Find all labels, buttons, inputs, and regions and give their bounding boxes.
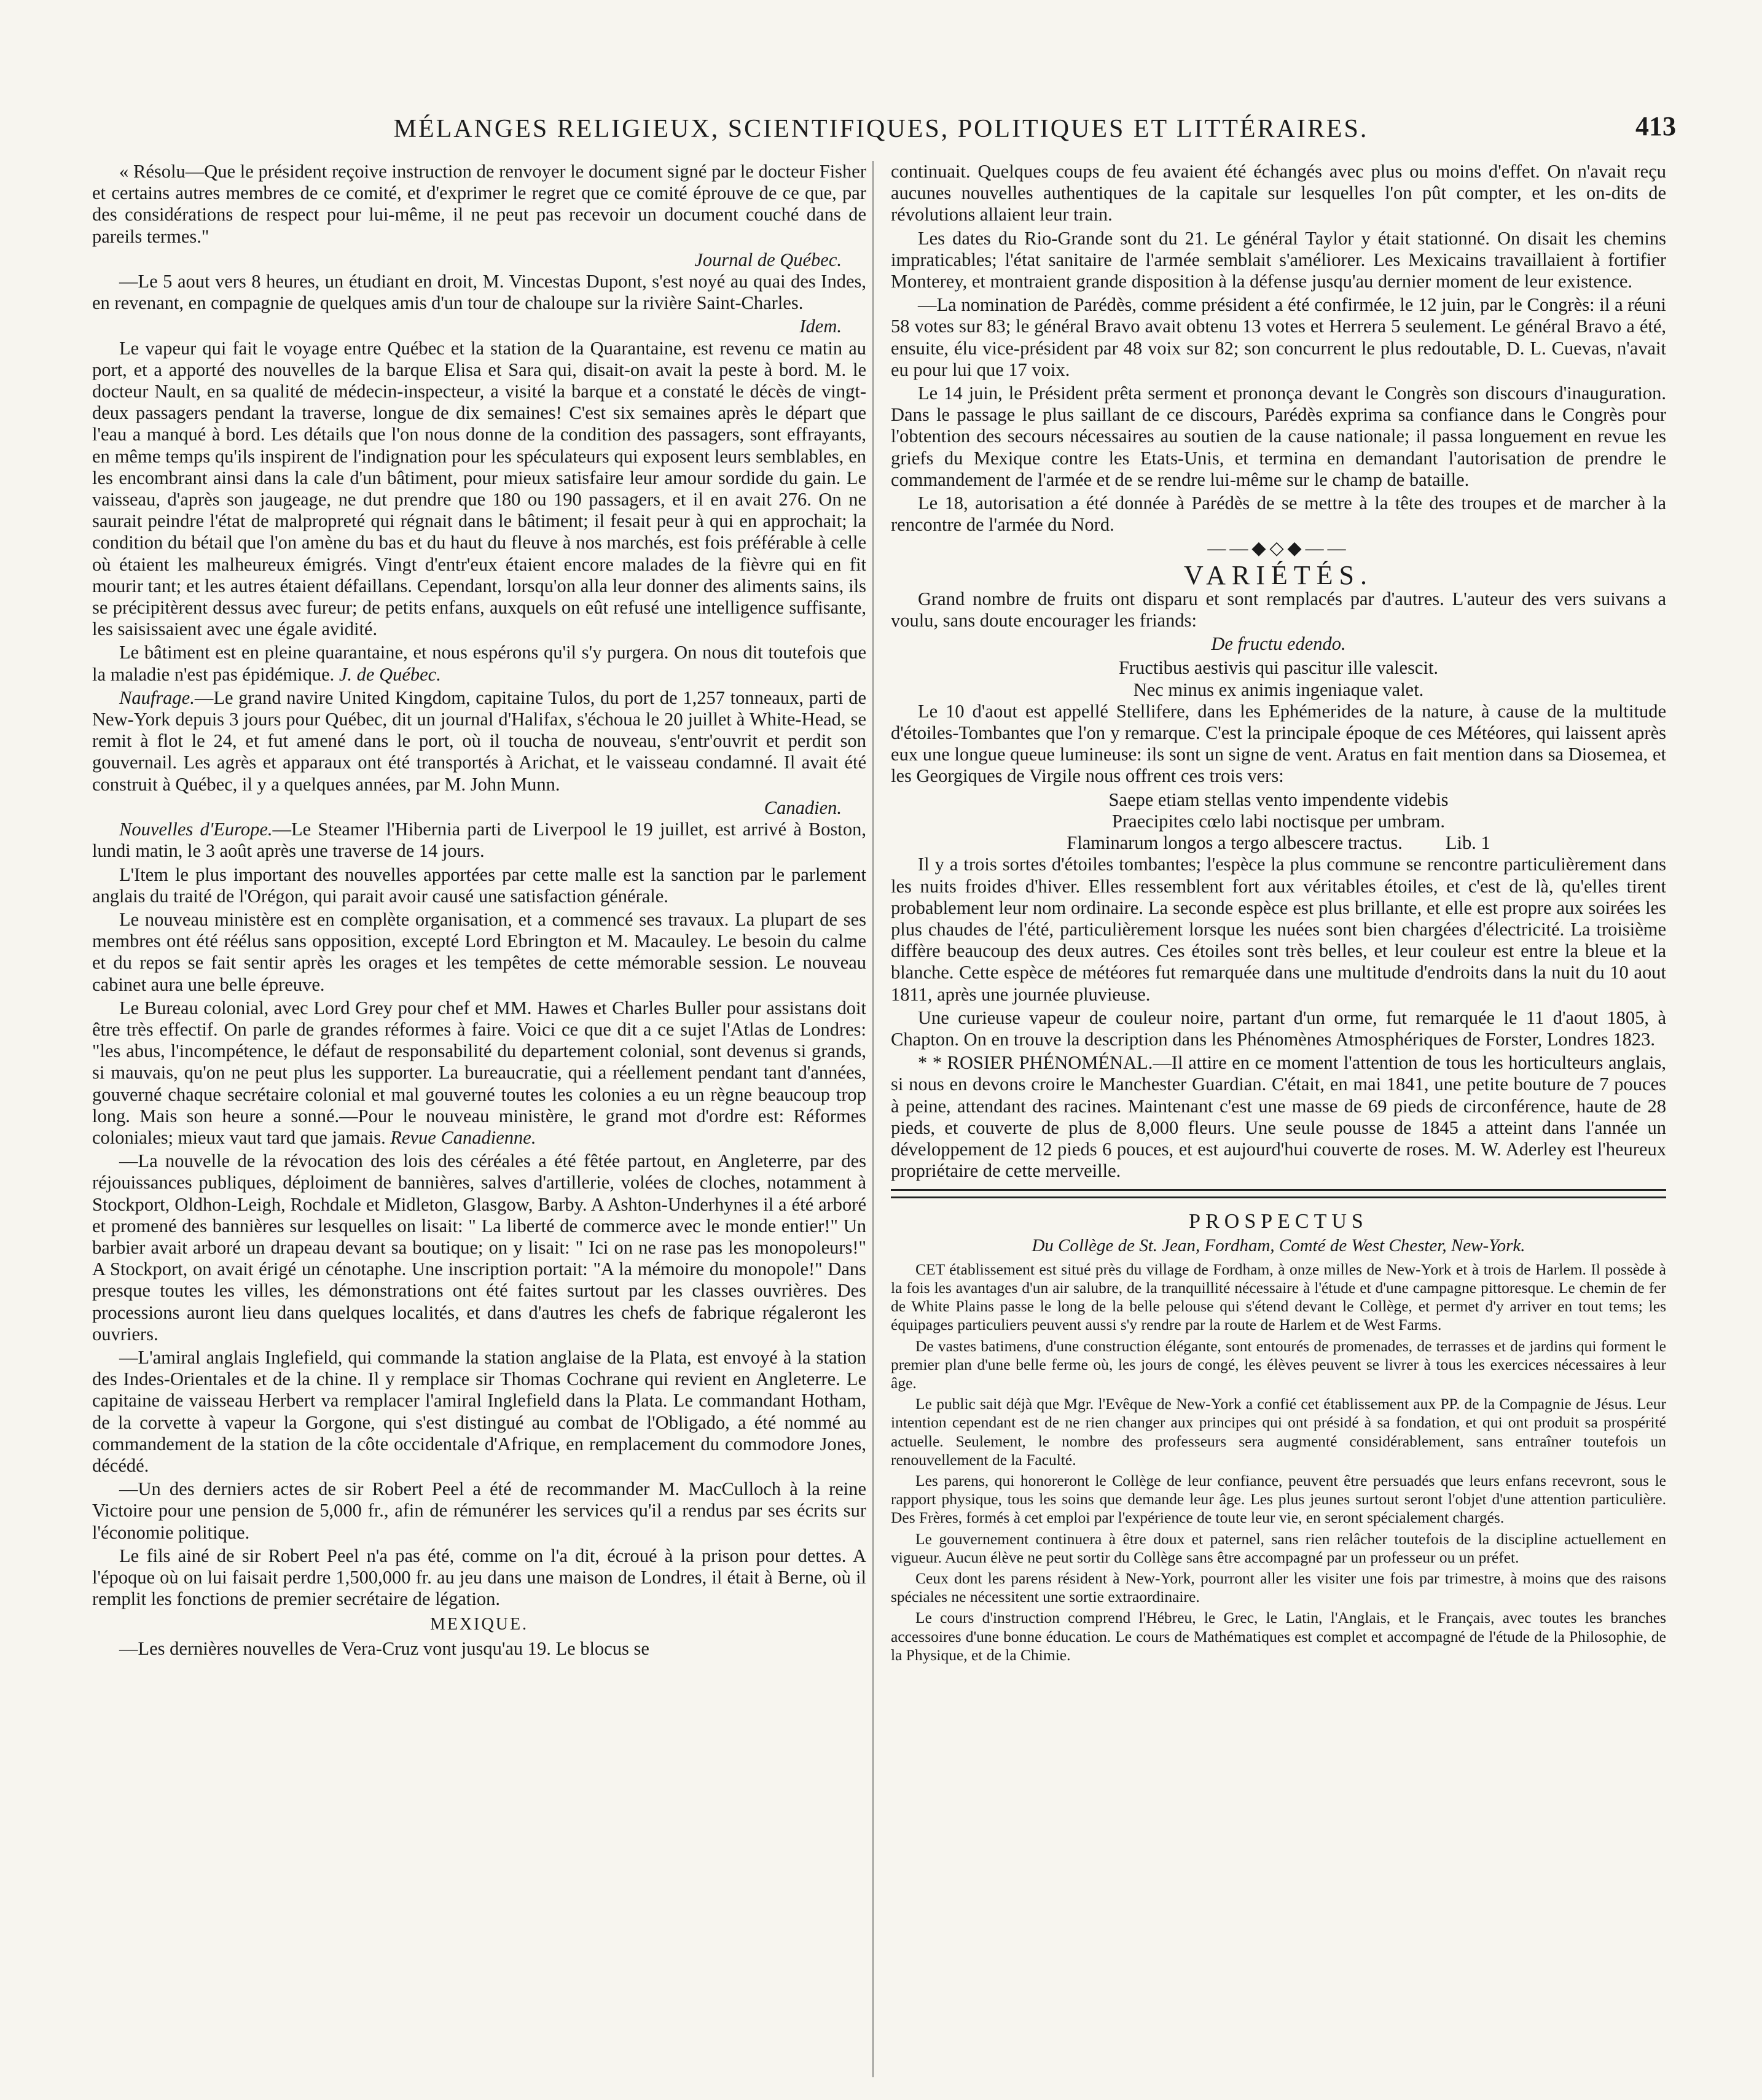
verse-line: Fructibus aestivis qui pascitur ille valescit. [1118, 657, 1439, 679]
prospectus-paragraph: Le cours d'instruction comprend l'Hébreu, le Grec, le Latin, l'Anglais, et le Français, avec toutes les branches accessoires d'une bonne éducation. Le cours de Mathématiques est complet et accompagné de l'étude de la Philosophie, de la Physique, et de la Chimie. [891, 1609, 1666, 1664]
prospectus-section [891, 1211, 1666, 1665]
news-paragraph-army: Le 18, autorisation a été donnée à Parédès de se mettre à la tête des troupes et de marcher à la rencontre de l'armée du Nord. [891, 493, 1666, 536]
news-paragraph-oregon: L'Item le plus important des nouvelles apportées par cette malle est la sanction par le parlement anglais du traité de l'Orégon, qui parait avoir causé une satisfaction générale. [92, 864, 866, 907]
paragraph-text: —Il attire en ce moment l'attention de tous les horticulteurs anglais, si nous en devons croire le Manchester Guardian. C'était, en mai 1841, une petite bouture de 7 pouces à peine, attendant des racines. Maintenant c'est une masse de 69 pieds de circonférence, haute de 28 pieds, et couverte de plus de 8,000 fleurs. Une seule pousse de 1845 a atteint dans l'année un développement de 12 pieds 6 pouces, et est aujourd'hui couverte de roses. M. W. Aderley est l'heureux propriétaire de cette merveille. [891, 1052, 1666, 1182]
source-credit: J. de Québec. [339, 663, 441, 685]
section-heading-mexique: MEXIQUE. [429, 1615, 529, 1634]
prospectus-paragraph: De vastes batimens, d'une construction élégante, sont entourés de promenades, de terrasses et de jardins qui forment le premier plan d'une belle ferme où, les jours de congé, les élèves peuvent se livrer à tous les exercices nécessaires à leur âge. [891, 1337, 1666, 1392]
verse-line: Nec minus ex animis ingeniaque valet. [1133, 679, 1424, 700]
news-paragraph-corn-laws: —La nouvelle de la révocation des lois des céréales a été fêtée partout, en Angleterre, par des réjouissances publiques, déploiment de bannières, salves d'artillerie, volées de cloches, notamment à Stockport, Oldhon-Leigh, Rochdale et Midleton, Glasgow, Barby. A Ashton-Underhynes il a été arboré et promené des bannières sur lesquelles on lisait: " La liberté de commerce avec le monde entier!" Un barbier avait arboré un drapeau devant sa boutique; on y lisait: " Ici on ne rase pas les monopoleurs!" A Stockport, on avait érigé un cénotaphe. Une inscription portait: "A la mémoire du monopole!" Dans presque toutes les villes, les démonstrations ont été faites surtout par les classes ouvrières. Des processions auront lieu dans quelques localités, et dans d'autres les chefs de fabrique régaleront les ouvriers. [92, 1150, 866, 1345]
news-paragraph-peel-pension: —Un des derniers actes de sir Robert Peel a été de recommander M. MacCulloch à la reine Victoire pour une pension de 5,000 fr., afin de rémunérer les services qu'il a rendus par ses écrits sur l'économie politique. [92, 1478, 866, 1543]
varietes-intro: Grand nombre de fruits ont disparu et sont remplacés par d'autres. L'auteur des vers suivans a voulu, sans doute encourager les friands: [891, 588, 1666, 631]
news-paragraph-shipwreck [92, 687, 866, 795]
section-rule [891, 1189, 1666, 1198]
news-paragraph-paredes-nomination: —La nomination de Parédès, comme président a été confirmée, le 12 juin, par le Congrès: il a réuni 58 votes sur 83; le général Bravo avait obtenu 13 votes et Herrera 5 seulement. Le général Bravo a été, ensuite, élu vice-président par 48 voix sur 82; son concurrent le plus redoutable, D. L. Cuevas, n'avait eu pour lui que 17 voix. [891, 294, 1666, 380]
right-column [891, 161, 1666, 1667]
news-paragraph-shooting-stars: Le 10 d'aout est appellé Stellifere, dans les Ephémerides de la nature, à cause de la multitude d'étoiles-Tombantes que l'on y remarque. C'est la principale époque de ces Météores, qui laissent après eux une longue queue lumineuse: ils sont un signe de vent. Aratus en fait mention dans sa Diosemea, et les Georgiques de Virgile nous offrent ces trois vers: [891, 700, 1666, 787]
news-paragraph-europe [92, 819, 866, 862]
prospectus-paragraph: Les parens, qui honoreront le Collège de leur confiance, peuvent être persuadés que leurs enfans recevront, sous le rapport physique, tous les soins que demande leur âge. Les plus jeunes surtout seront l'objet d'une attention particulière. Des Frères, formés à cet emploi par l'expérience de toute leur vie, en seront spécialement chargés. [891, 1471, 1666, 1527]
section-heading-varietes: VARIÉTÉS. [1184, 560, 1373, 590]
prospectus-paragraph: Le gouvernement continuera à être doux et paternel, sans rien relâcher toutefois de la discipline actuellement en vigueur. Aucun élève ne peut sortir du Collège sans être accompagné par un professeur ou un préfet. [891, 1529, 1666, 1566]
news-paragraph-peel-son: Le fils ainé de sir Robert Peel n'a pas été, comme on l'a dit, écroué à la prison pour dettes. A l'époque où on lui faisait perdre 1,500,000 fr. au jeu dans une maison de Londres, il était à Berne, où il remplit les fonctions de premier secrétaire de légation. [92, 1545, 866, 1610]
news-paragraph-blockade: continuait. Quelques coups de feu avaient été échangés avec plus ou moins d'effet. On n'avait reçu aucunes nouvelles authentiques de la capitale sur lesquelles l'on pût compter, et les on-dits de révolutions allaient leur train. [891, 161, 1666, 225]
news-paragraph-vapour: Une curieuse vapeur de couleur noire, partant d'un orme, fut remarquée le 11 d'aout 1805, à Chapton. On en trouve la description dans les Phénomènes Atmosphériques de Forster, Londres 1823. [891, 1007, 1666, 1050]
news-paragraph-rio-grande: Les dates du Rio-Grande sont du 21. Le général Taylor y était stationné. On disait les chemins impraticables; l'état sanitaire de l'armée semblait s'améliorer. Les Mexicains travaillaient à fortifier Monterey, et montraient grande disposition à la défense jusqu'au dernier moment de leur existence. [891, 227, 1666, 292]
paragraph-text: —Le grand navire United Kingdom, capitaine Tulos, du port de 1,257 tonneaux, parti de New-York depuis 3 jours pour Québec, dit un journal d'Halifax, s'échoua le 20 juillet à White-Head, se remit à flot le 24, et fut amené dans le port, où il toucha de nouveau, s'entr'ouvrit et perdit son gouvernail. Les agrès et apparaux ont été transportés à Arichat, et le vaisseau condamné. Il avait été construit à Québec, il y a quelques années, par M. John Munn. [92, 687, 866, 795]
prospectus-paragraph: Le public sait déjà que Mgr. l'Evêque de New-York a confié cet établissement aux PP. de la Compagnie de Jésus. Leur intention cependant est de ne rien changer aux principes qui ont présidé à sa fondation, et qui ont produit sa prospérité actuelle. Seulement, le nombre des professeurs sera augmenté considérablement, sans entraîner toutefois un renouvellement de la Faculté. [891, 1395, 1666, 1469]
paragraph-text: Le bâtiment est en pleine quarantaine, et nous espérons qu'il s'y purgera. On nous dit toutefois que la maladie n'est pas épidémique. [92, 642, 866, 685]
news-paragraph-ministry: Le nouveau ministère est en complète organisation, et a commencé ses travaux. La plupart de ses membres ont été réélus sans opposition, excepté Lord Ebrington et M. Macauley. Le besoin du calme et du repos se fait sentir après les orages et les tempêtes de cette mémorable session. Le nouveau cabinet aura une belle épreuve. [92, 908, 866, 995]
verse-line: Praecipites cœlo labi noctisque per umbram. [1111, 810, 1446, 832]
news-paragraph-inauguration: Le 14 juin, le Président prêta serment et prononça devant le Congrès son discours d'inauguration. Dans le passage le plus saillant de ce discours, Parédès exprima sa confiance dans le Congrès pour l'obtention des secours nécessaires au soutien de la cause nationale; il passa longuement en revue les griefs du Mexique contre les Etats-Unis, et termina en demandant l'autorisation de prendre le commandement de l'armée et de se rendre lui-même sur le champ de bataille. [891, 383, 1666, 490]
prospectus-subtitle: Du Collège de St. Jean, Fordham, Comté de West Chester, New-York. [1032, 1235, 1525, 1255]
left-column [92, 161, 866, 1661]
verse-title: De fructu edendo. [1211, 633, 1346, 655]
running-title: MÉLANGES RELIGIEUX, SCIENTIFIQUES, POLITIQUES ET LITTÉRAIRES. [393, 115, 1369, 143]
prospectus-title: PROSPECTUS [1189, 1210, 1368, 1233]
news-paragraph-quarantine-2 [92, 642, 866, 685]
news-paragraph-star-types: Il y a trois sortes d'étoiles tombantes; l'espèce la plus commune se rencontre particulièrement dans les nuits froides d'hiver. Elles ressemblent fort aux véritables étoiles, et c'est de là, qu'elles tirent probablement leur nom ordinaire. La seconde espèce est plus brillante, et elle est propre aux soirées les plus chaudes de l'été, particulièrement lorsque les nuées sont bien chargées d'électricité. La troisième diffère beaucoup des deux autres. Ces étoiles sont très belles, et leur couleur est entre la bleue et la blanche. Cette espèce de météores fut remarquée dans une multitude d'endroits dans la nuit du 10 aout 1811, après une journée pluvieuse. [891, 854, 1666, 1005]
news-paragraph-drowning: —Le 5 aout vers 8 heures, un étudiant en droit, M. Vincestas Dupont, s'est noyé au quai des Indes, en revenant, en compagnie de quelques amis d'un tour de chaloupe sur la rivière Saint-Charles. [92, 271, 866, 314]
source-credit: Journal de Québec. [694, 249, 842, 270]
news-paragraph-vera-cruz: —Les dernières nouvelles de Vera-Cruz vont jusqu'au 19. Le blocus se [119, 1637, 649, 1659]
paragraph-text: —Le Steamer l'Hibernia parti de Liverpool le 19 juillet, est arrivé à Boston, lundi matin, le 3 août après une traverse de 14 jours. [92, 819, 867, 862]
news-paragraph-rosier [891, 1052, 1666, 1182]
verse-line: Flaminarum longos a tergo albescere tractus. [1067, 832, 1403, 854]
source-credit: Idem. [799, 316, 842, 337]
source-credit: Revue Canadienne. [390, 1126, 536, 1148]
verse-line-with-reference [891, 832, 1666, 854]
column-divider [872, 161, 874, 2077]
news-paragraph-colonial-office [92, 997, 866, 1149]
paragraph-lead: * * ROSIER PHÉNOMÉNAL. [918, 1052, 1153, 1074]
paragraph-lead: Nouvelles d'Europe. [119, 819, 273, 840]
running-header [74, 109, 1688, 152]
paragraph-lead: Naufrage. [119, 687, 195, 708]
paragraph-text: Le Bureau colonial, avec Lord Grey pour chef et MM. Hawes et Charles Buller pour assistans doit être très effectif. On parle de grandes réformes à faire. Voici ce que dit a ce sujet l'Atlas de Londres: "les abus, l'incompétence, le défaut de responsabilité du departement colonial, sont devenus si grands, si mauvais, qu'on ne peut plus les supporter. La bureaucratie, qui a réellement pendant tant d'années, gouverné chaque secrétaire colonial et mal gouverné toutes les colonies a eu un règne beaucoup trop long. Mais son heure a sonné.—Pour le nouveau ministère, le grand mot d'ordre est: Réformes coloniales; mieux vaut tard que jamais. [92, 997, 866, 1148]
resolution-paragraph: « Résolu—Que le président reçoive instruction de renvoyer le document signé par le docteur Fisher et certains autres membres de ce comité, et d'exprimer le regret que ce comité éprouve de ce que, par des considérations de respect pour lui-même, il ne peut pas recevoir un document couché dans de pareils termes." [92, 161, 866, 247]
ornament-divider: ——◆◇◆—— [1207, 538, 1350, 559]
verse-reference: Lib. 1 [1445, 832, 1490, 854]
page-number: 413 [1635, 111, 1676, 141]
prospectus-paragraph: Ceux dont les parens résident à New-York, pourront aller les visiter une fois par trimestre, à moins que des raisons spéciales ne nécessitent une sortie extraordinaire. [891, 1569, 1666, 1606]
prospectus-paragraph: CET établissement est situé près du village de Fordham, à onze milles de New-York et à trois de Harlem. Il possède à la fois les avantages d'un air salubre, de la tranquillité nécessaire à l'étude et d'une campagne pittoresque. Le chemin de fer de White Plains passe le long de la belle pelouse qui s'étend devant le Collège, et permet d'y arriver en tout tems; les équipages particuliers peuvent aussi s'y rendre par la route de Harlem et de West Farms. [891, 1260, 1666, 1334]
news-paragraph-admiral: —L'amiral anglais Inglefield, qui commande la station anglaise de la Plata, est envoyé à la station des Indes-Orientales et de la chine. Il y remplace sir Thomas Cochrane qui revient en Angleterre. Le capitaine de vaisseau Herbert va remplacer l'amiral Inglefield dans la Plata. Le commandant Hotham, de la corvette à vapeur la Gorgone, qui s'est distingué au combat de l'Obligado, a été nommé au commandement de la station de la côte occidentale d'Afrique, en remplacement du commodore Jones, décédé. [92, 1346, 866, 1476]
source-credit: Canadien. [764, 797, 842, 818]
verse-line: Saepe etiam stellas vento impendente videbis [1108, 789, 1449, 810]
news-paragraph-quarantine: Le vapeur qui fait le voyage entre Québec et la station de la Quarantaine, est revenu ce matin au port, et a apporté des nouvelles de la barque Elisa et Sara qui, disait-on avait la peste à bord. M. le docteur Nault, en sa qualité de médecin-inspecteur, a visité la barque et a constaté le décès de vingt-deux passagers pendant la traverse, longue de dix semaines! C'est six semaines après le départ que l'eau a manqué à bord. Les détails que l'on nous donne de la condition des passagers, sont effrayants, en même temps qu'ils inspirent de l'indignation pour les spéculateurs qui exposent leurs semblables, en les encombrant ainsi dans la cale d'un bâtiment, pour mieux satisfaire leur amour sordide du gain. Le vaisseau, d'après son jaugeage, ne dut prendre que 180 ou 190 passagers, et il en avait 276. On ne saurait peindre l'état de malpropreté qui régnait dans le bâtiment; il fesait peur à qui en approchait; la condition du bétail que l'on amène du bas et du haut du fleuve à nos marchés, est fois préférable à celle où étaient les malheureux émigrés. Vingt d'entr'eux étaient encore malades de la fièvre qui en fit mourir tant; et les autres étaient défaillans. Cependant, lorsqu'on alla leur donner des aliments sains, ils se précipitèrent dessus avec fureur; de petits enfans, auxquels on eût refusé une intelligence suffisante, les saisissaient avec une égale avidité. [92, 337, 866, 640]
